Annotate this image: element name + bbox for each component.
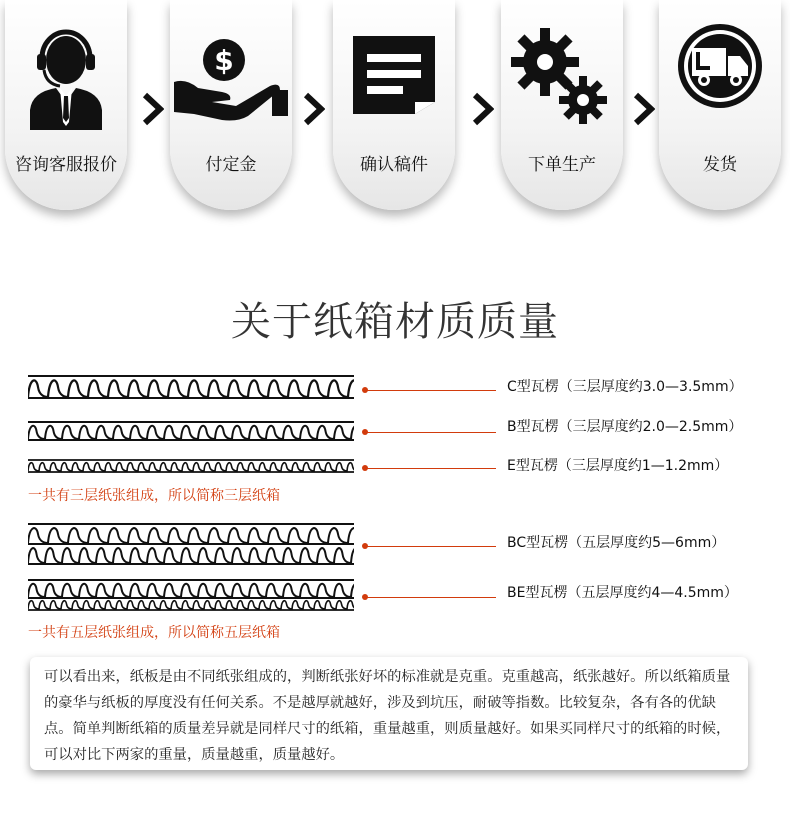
gears-icon [501, 22, 623, 132]
pointer-line [366, 546, 496, 547]
svg-text:$: $ [214, 44, 234, 77]
pointer-line [366, 597, 496, 598]
flute-label-e: E型瓦楞（三层厚度约1—1.2mm） [507, 458, 729, 474]
document-icon [333, 22, 455, 132]
bc-flute-diagram [28, 522, 354, 566]
customer-service-icon [5, 22, 127, 132]
be-flute-diagram [28, 578, 354, 612]
step-confirm [333, 0, 455, 210]
chevron-right-icon [142, 92, 164, 126]
b-flute-diagram [28, 420, 354, 442]
step-shipping [659, 0, 781, 210]
section-title: 关于纸箱材质质量 [231, 299, 559, 345]
step-production [501, 0, 623, 210]
step-label: 付定金 [205, 155, 257, 175]
delivery-truck-icon [659, 22, 781, 132]
step-label: 发货 [703, 155, 737, 175]
three-layer-note: 一共有三层纸张组成，所以简称三层纸箱 [28, 488, 280, 504]
c-flute-diagram [28, 374, 354, 400]
flute-label-b: B型瓦楞（三层厚度约2.0—2.5mm） [507, 419, 743, 435]
step-label: 确认稿件 [360, 155, 428, 175]
step-label: 下单生产 [528, 155, 596, 175]
pointer-line [366, 390, 496, 391]
flute-label-be: BE型瓦楞（五层厚度约4—4.5mm） [507, 585, 738, 601]
flute-label-c: C型瓦楞（三层厚度约3.0—3.5mm） [507, 379, 743, 395]
deposit-money-hand-icon [170, 22, 292, 132]
flute-label-bc: BC型瓦楞（五层厚度约5—6mm） [507, 535, 726, 551]
step-consult [5, 0, 127, 210]
description-text: 可以看出来，纸板是由不同纸张组成的，判断纸张好坏的标准就是克重。克重越高，纸张越好。所以纸箱质量的豪华与纸板的厚度没有任何关系。不是越厚就越好，涉及到坑压，耐破等指数。比较复杂，各有各的优缺点。简单判断纸箱的质量差异就是同样尺寸的纸箱，重量越重，则质量越好。如果买同样尺寸的纸箱的时候，可以对比下两家的重量，质量越重，质量越好。 [44, 669, 731, 763]
description-box [30, 657, 748, 770]
chevron-right-icon [472, 92, 494, 126]
step-label: 咨询客服报价 [15, 155, 117, 175]
pointer-line [366, 432, 496, 433]
five-layer-note: 一共有五层纸张组成，所以简称五层纸箱 [28, 625, 280, 641]
chevron-right-icon [633, 92, 655, 126]
pointer-line [366, 468, 496, 469]
e-flute-diagram [28, 458, 354, 474]
step-deposit [170, 0, 292, 210]
chevron-right-icon [303, 92, 325, 126]
